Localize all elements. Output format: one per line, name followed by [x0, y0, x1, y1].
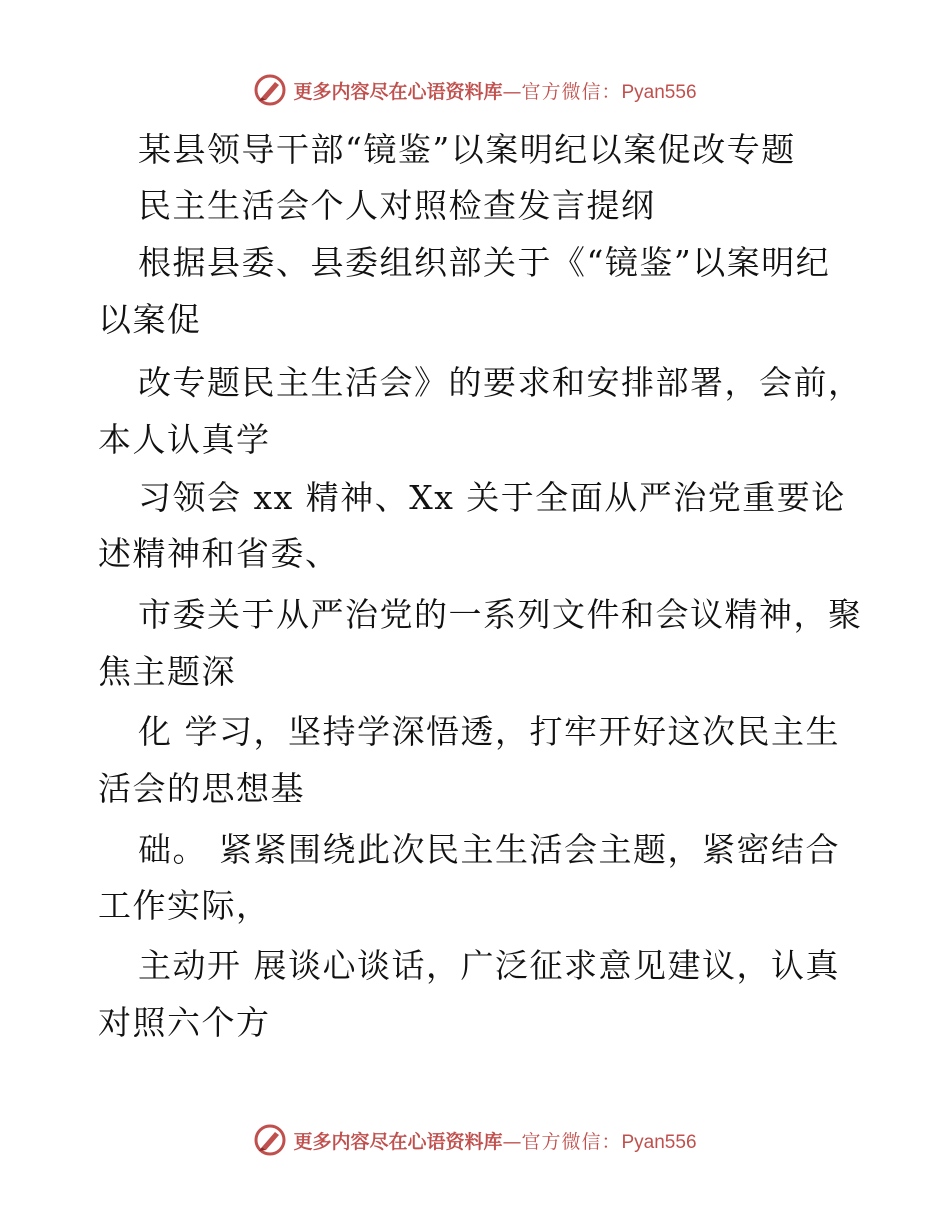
- doc-line-14: 工作实际，: [98, 886, 271, 925]
- doc-line-7: 习领会 xx 精神、Xx 关于全面从严治党重要论: [138, 478, 846, 517]
- header-wechat-id: Pyan556: [621, 81, 697, 103]
- doc-line-2: 民主生活会个人对照检查发言提纲: [138, 186, 656, 225]
- header-brand: 更多内容尽在心语资料库: [293, 80, 503, 103]
- pen-logo-icon: [253, 1123, 287, 1157]
- doc-line-1: 某县领导干部“镜鉴”以案明纪以案促改专题: [138, 130, 796, 169]
- doc-line-4: 以案促: [98, 300, 202, 339]
- footer-wechat-label: 官方微信：: [521, 1130, 622, 1153]
- header-text: [293, 77, 696, 104]
- footer-text: [293, 1127, 696, 1154]
- doc-line-10: 焦主题深: [98, 652, 236, 691]
- footer-dash: —: [502, 1130, 522, 1153]
- doc-line-3: 根据县委、县委组织部关于《“镜鉴”以案明纪: [138, 243, 831, 282]
- header-dash: —: [502, 80, 522, 103]
- doc-line-8: 述精神和省委、: [98, 534, 340, 573]
- doc-line-13: 础。 紧紧围绕此次民主生活会主题，紧密结合: [138, 830, 840, 869]
- pen-logo-icon: [253, 73, 287, 107]
- footer-wechat-id: Pyan556: [621, 1131, 697, 1153]
- footer-banner: [0, 1120, 950, 1160]
- header-wechat-label: 官方微信：: [521, 80, 622, 103]
- doc-line-16: 对照六个方: [98, 1003, 271, 1042]
- doc-line-15: 主动开 展谈心谈话，广泛征求意见建议，认真: [138, 946, 840, 985]
- doc-line-5: 改专题民主生活会》的要求和安排部署，会前，: [138, 363, 863, 402]
- header-banner: [0, 70, 950, 110]
- doc-line-11: 化 学习，坚持学深悟透，打牢开好这次民主生: [138, 712, 840, 751]
- doc-line-12: 活会的思想基: [98, 769, 305, 808]
- doc-line-6: 本人认真学: [98, 420, 271, 459]
- doc-line-9: 市委关于从严治党的一系列文件和会议精神，聚: [138, 595, 863, 634]
- footer-brand: 更多内容尽在心语资料库: [293, 1130, 503, 1153]
